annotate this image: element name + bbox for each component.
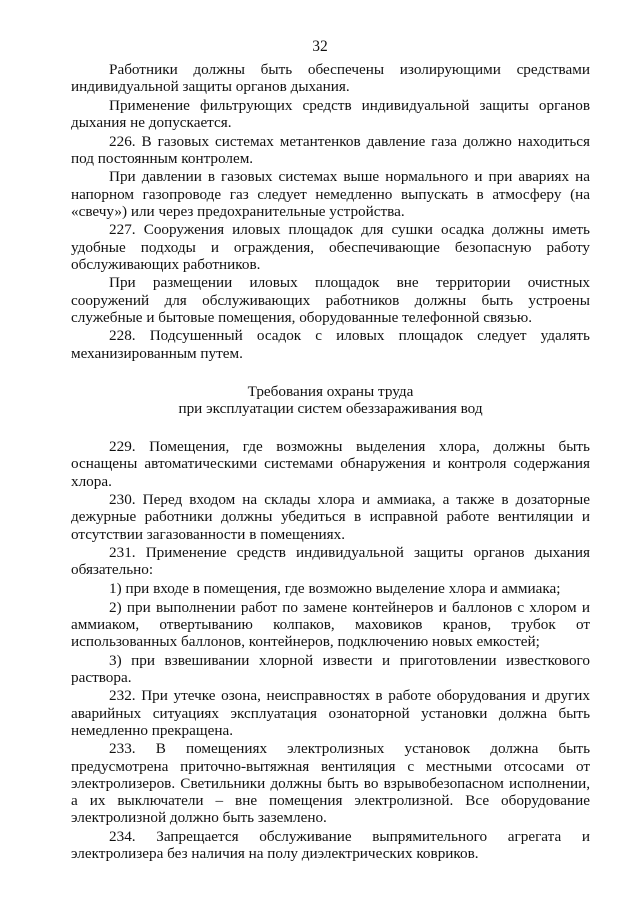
paragraph-228: 228. Подсушенный осадок с иловых площадок следует удалять механизированным путем. (71, 327, 590, 362)
section-heading-line-2: при эксплуатации систем обеззараживания вод (178, 400, 483, 417)
paragraph-233: 233. В помещениях электролизных установок должна быть предусмотрена приточно-вытяжная вентиляция с местными отсосами от электролизеров. Светильники должны быть во взрывобезопасном исполнении, а их выключатели – вне помещения электролизной. Все оборудование электролизной должно быть заземлено. (71, 740, 590, 827)
section-heading-line-1: Требования охраны труда (247, 382, 414, 400)
page-number: 32 (312, 38, 328, 55)
paragraph: Работники должны быть обеспечены изолирующими средствами индивидуальной защиты органов дыхания. (71, 61, 590, 96)
list-item-2: 2) при выполнении работ по замене контейнеров и баллонов с хлором и аммиаком, отвертыванию колпаков, маховиков кранов, трубок от использованных баллонов, контейнеров, подключению новых емкостей; (71, 598, 590, 650)
paragraph-229: 229. Помещения, где возможны выделения хлора, должны быть оснащены автоматическими системами обнаружения и контроля содержания хлора. (71, 438, 590, 490)
paragraph-227: 227. Сооружения иловых площадок для сушки осадка должны иметь удобные подходы и ограждения, обеспечивающие безопасную работу обслуживающих работников. (71, 221, 590, 273)
paragraph: Применение фильтрующих средств индивидуальной защиты органов дыхания не допускается. (71, 96, 590, 131)
paragraph-226: 226. В газовых системах метантенков давление газа должно находиться под постоянным контролем. (71, 132, 590, 167)
list-item-1: 1) при входе в помещения, где возможно выделение хлора и аммиака; (109, 580, 561, 597)
list-item-3: 3) при взвешивании хлорной извести и приготовлении известкового раствора. (71, 651, 590, 686)
paragraph-232: 232. При утечке озона, неисправностях в работе оборудования и других аварийных ситуациях эксплуатация озонаторной установки должна быть немедленно прекращена. (71, 687, 590, 739)
paragraph: При давлении в газовых системах выше нормального и при авариях на напорном газопроводе газ следует немедленно выпускать в атмосферу (на «свечу») или через предохранительные устройства. (71, 168, 590, 220)
paragraph: При размещении иловых площадок вне территории очистных сооружений для обслуживающих работников должны быть устроены служебные и бытовые помещения, оборудованные телефонной связью. (71, 274, 590, 326)
paragraph-234: 234. Запрещается обслуживание выпрямительного агрегата и электролизера без наличия на полу диэлектрических ковриков. (71, 827, 590, 862)
paragraph-231: 231. Применение средств индивидуальной защиты органов дыхания обязательно: (71, 544, 590, 579)
document-body (71, 61, 590, 864)
section-heading (71, 383, 590, 417)
paragraph-230: 230. Перед входом на склады хлора и аммиака, а также в дозаторные дежурные работники должны убедиться в исправной работе вентиляции и отсутствии загазованности в помещениях. (71, 491, 590, 543)
